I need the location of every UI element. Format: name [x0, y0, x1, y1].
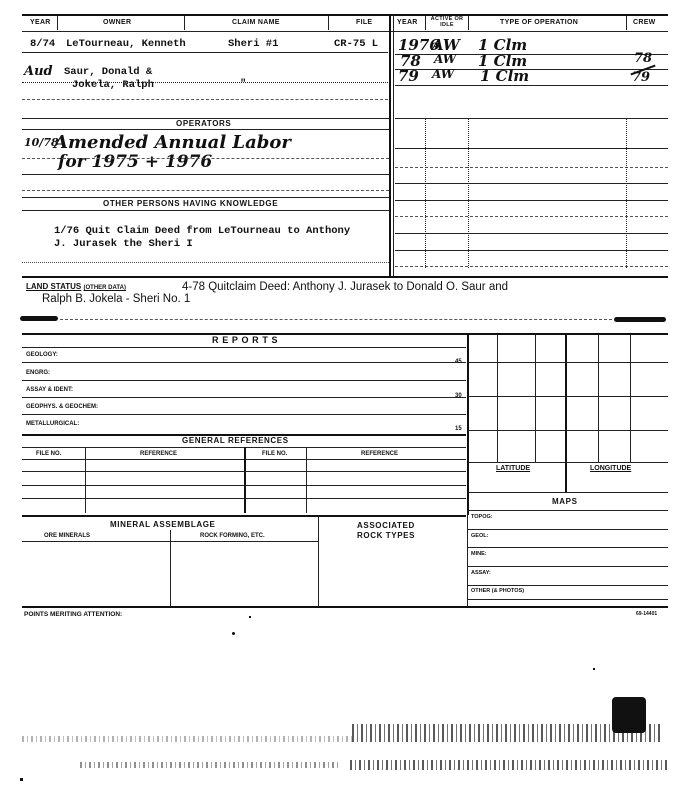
reports-scale-30: 30 [455, 393, 462, 399]
section-line [22, 333, 668, 335]
reports-divider [467, 333, 469, 515]
land-status-sub: (OTHER DATA) [83, 285, 126, 291]
maps-title: MAPS [552, 497, 578, 506]
references-title: GENERAL REFERENCES [182, 436, 289, 445]
row-line [395, 148, 668, 149]
owner-year: 8/74 [30, 38, 56, 50]
activity-status: AW [432, 67, 455, 81]
reports-geology: GEOLOGY: [26, 352, 58, 358]
activity-operation: 1 Clm [478, 36, 528, 54]
references-reference-2: REFERENCE [361, 451, 399, 457]
scan-speck [232, 632, 235, 635]
row-line [22, 82, 388, 83]
col-sep [626, 16, 627, 30]
scan-noise [350, 760, 668, 770]
knowledge-title: OTHER PERSONS HAVING KNOWLEDGE [103, 199, 279, 208]
top-border [22, 14, 668, 16]
row-line [22, 347, 466, 348]
header-claim-name: CLAIM NAME [232, 19, 280, 26]
col-sep [425, 16, 426, 30]
scan-blot [612, 697, 646, 733]
activity-operation: 1 Clm [478, 52, 528, 70]
row-line [395, 167, 668, 168]
row-line [395, 200, 668, 201]
col-sep [170, 530, 171, 606]
activity-year: 79 [398, 67, 419, 85]
claim-name-ditto: " [240, 78, 247, 90]
reports-scale-45: 45 [455, 359, 462, 365]
row-line [22, 414, 466, 415]
header-owner: OWNER [103, 19, 132, 26]
land-status-line2: Ralph B. Jokela - Sheri No. 1 [42, 293, 191, 305]
scan-smudge [20, 316, 58, 321]
grid-line [468, 430, 668, 431]
owner-name-line2: Jokela, Ralph [72, 79, 154, 91]
row-line [22, 498, 466, 499]
grid-line [468, 462, 668, 463]
reports-geophys: GEOPHYS. & GEOCHEM: [26, 404, 99, 410]
maps-geol: GEOL: [471, 533, 489, 539]
row-line [395, 85, 668, 86]
col-sep [468, 118, 469, 268]
activity-status: AW [434, 52, 457, 66]
row-line [22, 174, 389, 175]
main-divider [389, 14, 391, 278]
grid-line [535, 335, 536, 463]
section-line [22, 276, 668, 278]
file-number: CR-75 L [334, 38, 379, 50]
row-line [468, 510, 668, 511]
col-sep [328, 16, 329, 30]
col-sep [184, 16, 185, 30]
activity-year: 1976 [398, 36, 440, 54]
header-active-idle: ACTIVE OR IDLE [430, 16, 464, 28]
longitude-label: LONGITUDE [590, 465, 632, 472]
reports-title: R E P O R T S [212, 335, 279, 345]
crew-note: 79 [632, 70, 651, 85]
points-meriting-attention: POINTS MERITING ATTENTION: [24, 611, 123, 618]
col-sep [626, 118, 627, 268]
col-sep [244, 447, 246, 513]
section-line [22, 606, 668, 608]
assoc-rock-types-line1: ASSOCIATED [357, 521, 415, 530]
reports-metallurgical: METALLURGICAL: [26, 421, 80, 427]
section-line [22, 515, 466, 517]
row-line [60, 319, 612, 320]
mineral-title: MINERAL ASSEMBLAGE [110, 520, 216, 529]
row-line [468, 529, 668, 530]
row-line [468, 585, 668, 586]
row-line [395, 118, 668, 119]
grid-line [565, 335, 567, 493]
col-sep [306, 447, 307, 513]
activity-status: AW [432, 36, 460, 54]
activity-operation: 1 Clm [480, 67, 530, 85]
operators-line2: for 1975 + 1976 [58, 152, 213, 172]
row-line [22, 158, 389, 159]
col-sep [467, 510, 468, 606]
header-crew: CREW [633, 19, 656, 26]
references-file-no-2: FILE NO. [262, 451, 288, 457]
latitude-label: LATITUDE [496, 465, 531, 472]
col-sep [85, 447, 86, 513]
maps-topog: TOPOG: [471, 514, 493, 520]
row-line [22, 397, 466, 398]
row-line [395, 216, 668, 217]
references-reference: REFERENCE [140, 451, 178, 457]
header-type-of-operation: TYPE OF OPERATION [500, 19, 579, 26]
reports-assay: ASSAY & IDENT: [26, 387, 74, 393]
row-line [395, 233, 668, 234]
row-line [22, 362, 466, 363]
section-line [22, 129, 389, 130]
row-line [22, 99, 388, 100]
scan-noise [22, 736, 352, 742]
land-status-label [26, 282, 126, 291]
scan-speck [593, 668, 595, 670]
grid-line [630, 335, 631, 463]
activity-year: 78 [400, 52, 421, 70]
land-status-title: LAND STATUS [26, 282, 82, 291]
row-line [468, 547, 668, 548]
row-line [22, 380, 466, 381]
reports-engrg: ENGRG: [26, 370, 50, 376]
operators-line1: Amended Annual Labor [54, 132, 291, 153]
scan-speck [20, 778, 23, 781]
header-year-2: YEAR [397, 19, 418, 26]
row-line [395, 183, 668, 184]
row-line [22, 485, 466, 486]
row-line [468, 566, 668, 567]
scan-noise [80, 762, 340, 768]
assoc-rock-types-line2: ROCK TYPES [357, 531, 416, 540]
references-file-no: FILE NO. [36, 451, 62, 457]
operators-title: OPERATORS [176, 119, 232, 128]
row-line [22, 52, 388, 53]
section-line [22, 210, 389, 211]
grid-line [468, 362, 668, 363]
form-number: 69-14401 [636, 611, 658, 617]
row-line [395, 250, 668, 251]
scan-smudge [614, 317, 666, 322]
row-line [22, 262, 389, 263]
scan-speck [249, 616, 251, 618]
grid-line [468, 492, 668, 493]
grid-line [468, 396, 668, 397]
knowledge-line2: J. Jurasek the Sheri I [54, 238, 193, 250]
main-divider-inner [393, 14, 394, 278]
owner-name: LeTourneau, Kenneth [66, 38, 186, 50]
row-line [22, 471, 466, 472]
header-year: YEAR [30, 19, 51, 26]
mineral-ore: ORE MINERALS [44, 533, 91, 539]
col-sep [57, 16, 58, 30]
mineral-rock-forming: ROCK FORMING, ETC. [200, 533, 265, 539]
header-underline [22, 31, 668, 32]
claim-name: Sheri #1 [228, 38, 279, 50]
grid-line [598, 335, 599, 463]
owner-year-handwritten: Aud [24, 64, 53, 79]
header-file: FILE [356, 19, 373, 26]
knowledge-line1: 1/76 Quit Claim Deed from LeTourneau to Anthony [54, 225, 351, 237]
row-line [395, 266, 668, 267]
reports-scale-15: 15 [455, 426, 462, 432]
col-sep [425, 118, 426, 268]
row-line [468, 599, 668, 600]
col-sep [468, 16, 469, 30]
operators-date: 10/78 [24, 136, 59, 149]
grid-line [497, 335, 498, 463]
crew-note: 78 [634, 51, 653, 66]
col-sep [318, 515, 319, 606]
maps-assay: ASSAY: [471, 570, 491, 576]
land-status-line1: 4-78 Quitclaim Deed: Anthony J. Jurasek to Donald O. Saur and [182, 281, 509, 293]
section-line [22, 197, 389, 198]
owner-name-line1: Saur, Donald & [64, 66, 153, 78]
row-line [22, 190, 389, 191]
maps-mine: MINE: [471, 551, 487, 557]
maps-other: OTHER (& PHOTOS) [471, 588, 525, 594]
